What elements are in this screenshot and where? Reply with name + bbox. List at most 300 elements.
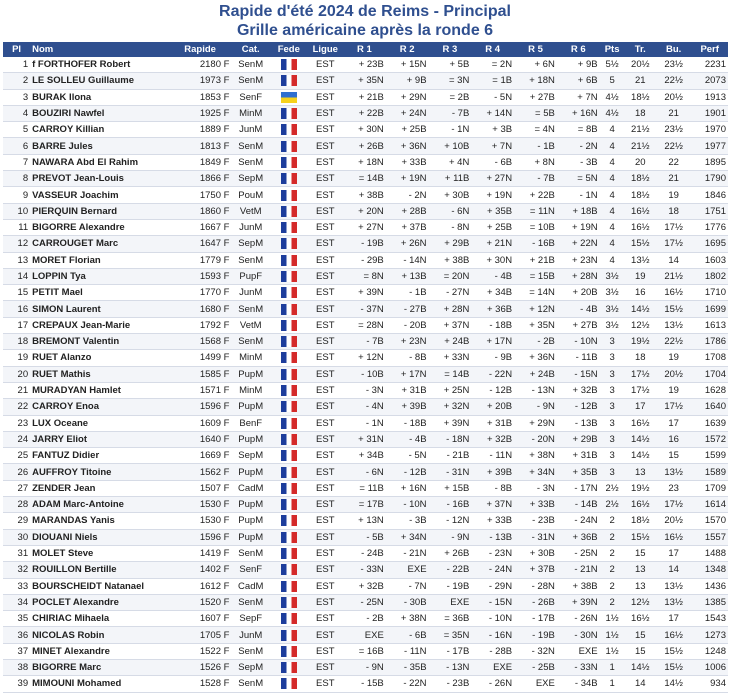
league-cell: EST bbox=[308, 627, 343, 643]
player-name: NICOLAS Robin bbox=[30, 627, 169, 643]
round-6-cell: - 10N bbox=[557, 334, 600, 350]
round-3-cell: + 25N bbox=[429, 382, 472, 398]
points-cell: 2 bbox=[600, 562, 625, 578]
round-1-cell: + 39N bbox=[343, 285, 386, 301]
header-category: Cat. bbox=[231, 42, 270, 57]
rank-cell: 13 bbox=[3, 252, 30, 268]
league-cell: EST bbox=[308, 415, 343, 431]
rating-cell: 1499 F bbox=[169, 350, 232, 366]
federation-flag bbox=[270, 73, 308, 89]
round-1-cell: - 10B bbox=[343, 366, 386, 382]
grid-subtitle: Grille américaine après la ronde 6 bbox=[236, 22, 494, 39]
player-name: CHIRIAC Mihaela bbox=[30, 611, 169, 627]
federation-flag bbox=[270, 676, 308, 692]
rating-cell: 1526 F bbox=[169, 659, 232, 675]
category-cell: BenF bbox=[231, 415, 270, 431]
points-cell: 2 bbox=[600, 578, 625, 594]
tr-cell: 14½ bbox=[625, 659, 656, 675]
category-cell: SenM bbox=[231, 545, 270, 561]
round-1-cell: - 37N bbox=[343, 301, 386, 317]
france-flag-icon bbox=[281, 483, 297, 494]
round-1-cell: - 2B bbox=[343, 611, 386, 627]
rank-cell: 37 bbox=[3, 643, 30, 659]
player-name: DIOUANI Niels bbox=[30, 529, 169, 545]
round-3-cell: + 26B bbox=[429, 545, 472, 561]
round-6-cell: - 30N bbox=[557, 627, 600, 643]
player-name: PETIT Mael bbox=[30, 285, 169, 301]
france-flag-icon bbox=[281, 499, 297, 510]
france-flag-icon bbox=[281, 336, 297, 347]
league-cell: EST bbox=[308, 399, 343, 415]
round-4-cell: - 4B bbox=[471, 268, 514, 284]
bu-cell: 17½ bbox=[656, 399, 691, 415]
round-1-cell: + 12N bbox=[343, 350, 386, 366]
rating-cell: 1669 F bbox=[169, 448, 232, 464]
round-6-cell: + 6B bbox=[557, 73, 600, 89]
france-flag-icon bbox=[281, 59, 297, 70]
bu-cell: 13½ bbox=[656, 317, 691, 333]
round-4-cell: - 15N bbox=[471, 594, 514, 610]
league-cell: EST bbox=[308, 73, 343, 89]
rating-cell: 1530 F bbox=[169, 513, 232, 529]
round-3-cell: EXE bbox=[429, 594, 472, 610]
player-name: RUET Alanzo bbox=[30, 350, 169, 366]
round-3-cell: - 12N bbox=[429, 513, 472, 529]
france-flag-icon bbox=[281, 369, 297, 380]
round-2-cell: + 39B bbox=[386, 399, 429, 415]
tr-cell: 18½ bbox=[625, 187, 656, 203]
league-cell: EST bbox=[308, 464, 343, 480]
league-cell: EST bbox=[308, 236, 343, 252]
round-5-cell: - 2B bbox=[514, 334, 557, 350]
bu-cell: 23 bbox=[656, 480, 691, 496]
category-cell: SepF bbox=[231, 611, 270, 627]
table-row bbox=[3, 301, 728, 317]
player-name: CARROY Killian bbox=[30, 122, 169, 138]
header-round-6: R 6 bbox=[557, 42, 600, 57]
rating-cell: 1770 F bbox=[169, 285, 232, 301]
league-cell: EST bbox=[308, 334, 343, 350]
round-1-cell: + 30N bbox=[343, 122, 386, 138]
round-4-cell: + 32B bbox=[471, 431, 514, 447]
round-4-cell: + 27N bbox=[471, 171, 514, 187]
category-cell: PupM bbox=[231, 399, 270, 415]
tr-cell: 15½ bbox=[625, 529, 656, 545]
player-name: MINET Alexandre bbox=[30, 643, 169, 659]
header-federation: Fede bbox=[270, 42, 308, 57]
round-5-cell: + 35N bbox=[514, 317, 557, 333]
federation-flag bbox=[270, 285, 308, 301]
rank-cell: 1 bbox=[3, 57, 30, 73]
france-flag-icon bbox=[281, 467, 297, 478]
perf-cell: 1603 bbox=[691, 252, 728, 268]
category-cell: PupM bbox=[231, 464, 270, 480]
ukraine-flag-icon bbox=[281, 92, 297, 103]
round-5-cell: + 21B bbox=[514, 252, 557, 268]
france-flag-icon bbox=[281, 271, 297, 282]
category-cell: VetM bbox=[231, 317, 270, 333]
round-4-cell: + 14N bbox=[471, 105, 514, 121]
rating-cell: 1528 F bbox=[169, 676, 232, 692]
france-flag-icon bbox=[281, 646, 297, 657]
round-3-cell: - 19B bbox=[429, 578, 472, 594]
round-2-cell: + 19N bbox=[386, 171, 429, 187]
category-cell: SenM bbox=[231, 154, 270, 170]
federation-flag bbox=[270, 545, 308, 561]
points-cell: 3½ bbox=[600, 317, 625, 333]
player-name: f FORTHOFER Robert bbox=[30, 57, 169, 73]
tr-cell: 15½ bbox=[625, 236, 656, 252]
round-2-cell: - 18B bbox=[386, 415, 429, 431]
round-4-cell: - 12B bbox=[471, 382, 514, 398]
round-6-cell: + 22N bbox=[557, 236, 600, 252]
round-5-cell: + 27B bbox=[514, 89, 557, 105]
perf-cell: 1436 bbox=[691, 578, 728, 594]
round-4-cell: + 21N bbox=[471, 236, 514, 252]
round-3-cell: - 8N bbox=[429, 219, 472, 235]
round-1-cell: = 11B bbox=[343, 480, 386, 496]
round-2-cell: + 23N bbox=[386, 334, 429, 350]
federation-flag bbox=[270, 431, 308, 447]
league-cell: EST bbox=[308, 285, 343, 301]
round-2-cell: + 29N bbox=[386, 89, 429, 105]
federation-flag bbox=[270, 480, 308, 496]
perf-cell: 934 bbox=[691, 676, 728, 692]
rating-cell: 1680 F bbox=[169, 301, 232, 317]
rank-cell: 3 bbox=[3, 89, 30, 105]
federation-flag bbox=[270, 529, 308, 545]
table-row bbox=[3, 594, 728, 610]
category-cell: SenM bbox=[231, 138, 270, 154]
round-1-cell: + 21B bbox=[343, 89, 386, 105]
points-cell: 4 bbox=[600, 138, 625, 154]
round-3-cell: - 16B bbox=[429, 497, 472, 513]
category-cell: PupM bbox=[231, 529, 270, 545]
rank-cell: 25 bbox=[3, 448, 30, 464]
round-2-cell: + 38N bbox=[386, 611, 429, 627]
round-6-cell: + 20B bbox=[557, 285, 600, 301]
category-cell: MinM bbox=[231, 105, 270, 121]
header-rank: Pl bbox=[3, 42, 30, 57]
rank-cell: 20 bbox=[3, 366, 30, 382]
league-cell: EST bbox=[308, 545, 343, 561]
bu-cell: 22½ bbox=[656, 138, 691, 154]
perf-cell: 1786 bbox=[691, 334, 728, 350]
round-5-cell: + 29N bbox=[514, 415, 557, 431]
round-5-cell: + 8N bbox=[514, 154, 557, 170]
round-5-cell: + 24B bbox=[514, 366, 557, 382]
federation-flag bbox=[270, 203, 308, 219]
round-6-cell: + 27B bbox=[557, 317, 600, 333]
league-cell: EST bbox=[308, 171, 343, 187]
perf-cell: 1709 bbox=[691, 480, 728, 496]
round-6-cell: + 28N bbox=[557, 268, 600, 284]
rank-cell: 24 bbox=[3, 431, 30, 447]
points-cell: 3 bbox=[600, 448, 625, 464]
tr-cell: 18½ bbox=[625, 89, 656, 105]
round-2-cell: - 1B bbox=[386, 285, 429, 301]
bu-cell: 18 bbox=[656, 203, 691, 219]
player-name: NAWARA Abd El Rahim bbox=[30, 154, 169, 170]
league-cell: EST bbox=[308, 154, 343, 170]
bu-cell: 16½ bbox=[656, 529, 691, 545]
rating-cell: 1792 F bbox=[169, 317, 232, 333]
round-5-cell: + 38N bbox=[514, 448, 557, 464]
round-3-cell: + 4N bbox=[429, 154, 472, 170]
player-name: LUX Oceane bbox=[30, 415, 169, 431]
category-cell: SepM bbox=[231, 448, 270, 464]
france-flag-icon bbox=[281, 124, 297, 135]
bu-cell: 22 bbox=[656, 154, 691, 170]
round-5-cell: - 1B bbox=[514, 138, 557, 154]
league-cell: EST bbox=[308, 187, 343, 203]
round-5-cell: - 16B bbox=[514, 236, 557, 252]
league-cell: EST bbox=[308, 138, 343, 154]
tr-cell: 17 bbox=[625, 399, 656, 415]
header-round-3: R 3 bbox=[429, 42, 472, 57]
round-4-cell: + 33B bbox=[471, 513, 514, 529]
tr-cell: 19½ bbox=[625, 334, 656, 350]
player-name: VASSEUR Joachim bbox=[30, 187, 169, 203]
tr-cell: 12½ bbox=[625, 317, 656, 333]
france-flag-icon bbox=[281, 450, 297, 461]
perf-cell: 2073 bbox=[691, 73, 728, 89]
round-3-cell: = 14B bbox=[429, 366, 472, 382]
player-name: CREPAUX Jean-Marie bbox=[30, 317, 169, 333]
round-3-cell: - 1N bbox=[429, 122, 472, 138]
round-2-cell: - 12B bbox=[386, 464, 429, 480]
perf-cell: 1570 bbox=[691, 513, 728, 529]
round-4-cell: + 35B bbox=[471, 203, 514, 219]
category-cell: SenM bbox=[231, 643, 270, 659]
round-4-cell: - 11N bbox=[471, 448, 514, 464]
points-cell: 4 bbox=[600, 252, 625, 268]
round-5-cell: + 37B bbox=[514, 562, 557, 578]
tr-cell: 15 bbox=[625, 643, 656, 659]
round-5-cell: = 11N bbox=[514, 203, 557, 219]
france-flag-icon bbox=[281, 352, 297, 363]
rank-cell: 17 bbox=[3, 317, 30, 333]
round-2-cell: - 3B bbox=[386, 513, 429, 529]
round-6-cell: = 5N bbox=[557, 171, 600, 187]
points-cell: 4 bbox=[600, 122, 625, 138]
table-row bbox=[3, 382, 728, 398]
round-4-cell: - 9B bbox=[471, 350, 514, 366]
round-1-cell: - 19B bbox=[343, 236, 386, 252]
category-cell: CadM bbox=[231, 480, 270, 496]
france-flag-icon bbox=[281, 157, 297, 168]
points-cell: 3½ bbox=[600, 268, 625, 284]
round-6-cell: - 15N bbox=[557, 366, 600, 382]
round-4-cell: - 22N bbox=[471, 366, 514, 382]
federation-flag bbox=[270, 57, 308, 73]
player-name: JARRY Eliot bbox=[30, 431, 169, 447]
bu-cell: 15½ bbox=[656, 643, 691, 659]
table-row bbox=[3, 431, 728, 447]
table-row bbox=[3, 464, 728, 480]
rank-cell: 34 bbox=[3, 594, 30, 610]
round-5-cell: = 15B bbox=[514, 268, 557, 284]
category-cell: SenM bbox=[231, 334, 270, 350]
round-5-cell: + 36N bbox=[514, 350, 557, 366]
perf-cell: 1776 bbox=[691, 219, 728, 235]
tr-cell: 13 bbox=[625, 464, 656, 480]
round-1-cell: - 3N bbox=[343, 382, 386, 398]
rating-cell: 1973 F bbox=[169, 73, 232, 89]
category-cell: SenF bbox=[231, 89, 270, 105]
header-name: Nom bbox=[30, 42, 169, 57]
rank-cell: 21 bbox=[3, 382, 30, 398]
round-6-cell: EXE bbox=[557, 643, 600, 659]
points-cell: 1½ bbox=[600, 611, 625, 627]
round-6-cell: - 26N bbox=[557, 611, 600, 627]
points-cell: 1½ bbox=[600, 627, 625, 643]
rank-cell: 19 bbox=[3, 350, 30, 366]
round-2-cell: + 24N bbox=[386, 105, 429, 121]
table-row bbox=[3, 562, 728, 578]
round-1-cell: = 14B bbox=[343, 171, 386, 187]
header-points: Pts bbox=[600, 42, 625, 57]
round-5-cell: - 25B bbox=[514, 659, 557, 675]
round-1-cell: + 13N bbox=[343, 513, 386, 529]
rating-cell: 1607 F bbox=[169, 611, 232, 627]
league-cell: EST bbox=[308, 431, 343, 447]
round-2-cell: + 31B bbox=[386, 382, 429, 398]
table-row bbox=[3, 105, 728, 121]
table-row bbox=[3, 138, 728, 154]
perf-cell: 1639 bbox=[691, 415, 728, 431]
round-4-cell: - 16N bbox=[471, 627, 514, 643]
france-flag-icon bbox=[281, 75, 297, 86]
round-2-cell: - 22N bbox=[386, 676, 429, 692]
bu-cell: 17 bbox=[656, 545, 691, 561]
round-5-cell: = 5B bbox=[514, 105, 557, 121]
table-row bbox=[3, 73, 728, 89]
category-cell: SenF bbox=[231, 562, 270, 578]
player-name: MIMOUNI Mohamed bbox=[30, 676, 169, 692]
points-cell: 2½ bbox=[600, 480, 625, 496]
player-name: CARROUGET Marc bbox=[30, 236, 169, 252]
perf-cell: 1628 bbox=[691, 382, 728, 398]
tr-cell: 18½ bbox=[625, 171, 656, 187]
round-5-cell: + 33B bbox=[514, 497, 557, 513]
round-4-cell: EXE bbox=[471, 659, 514, 675]
points-cell: 4 bbox=[600, 187, 625, 203]
category-cell: SenM bbox=[231, 73, 270, 89]
league-cell: EST bbox=[308, 480, 343, 496]
table-row bbox=[3, 203, 728, 219]
perf-cell: 1348 bbox=[691, 562, 728, 578]
table-row bbox=[3, 89, 728, 105]
table-row bbox=[3, 350, 728, 366]
round-1-cell: + 22B bbox=[343, 105, 386, 121]
round-5-cell: - 28N bbox=[514, 578, 557, 594]
rank-cell: 35 bbox=[3, 611, 30, 627]
player-name: BOURSCHEIDT Natanael bbox=[30, 578, 169, 594]
category-cell: PupF bbox=[231, 268, 270, 284]
bu-cell: 14 bbox=[656, 252, 691, 268]
points-cell: 4 bbox=[600, 171, 625, 187]
league-cell: EST bbox=[308, 89, 343, 105]
player-name: BIGORRE Alexandre bbox=[30, 219, 169, 235]
perf-cell: 1248 bbox=[691, 643, 728, 659]
round-2-cell: - 14N bbox=[386, 252, 429, 268]
perf-cell: 1790 bbox=[691, 171, 728, 187]
round-6-cell: - 25N bbox=[557, 545, 600, 561]
federation-flag bbox=[270, 513, 308, 529]
player-name: SIMON Laurent bbox=[30, 301, 169, 317]
perf-cell: 1704 bbox=[691, 366, 728, 382]
rank-cell: 31 bbox=[3, 545, 30, 561]
table-row bbox=[3, 448, 728, 464]
tr-cell: 15 bbox=[625, 545, 656, 561]
rating-cell: 1522 F bbox=[169, 643, 232, 659]
round-1-cell: + 34B bbox=[343, 448, 386, 464]
france-flag-icon bbox=[281, 613, 297, 624]
round-4-cell: + 31B bbox=[471, 415, 514, 431]
perf-cell: 1846 bbox=[691, 187, 728, 203]
federation-flag bbox=[270, 171, 308, 187]
points-cell: 1½ bbox=[600, 643, 625, 659]
round-5-cell: + 12N bbox=[514, 301, 557, 317]
player-name: ZENDER Jean bbox=[30, 480, 169, 496]
round-4-cell: + 30N bbox=[471, 252, 514, 268]
federation-flag bbox=[270, 236, 308, 252]
table-row bbox=[3, 236, 728, 252]
points-cell: 3½ bbox=[600, 301, 625, 317]
table-row bbox=[3, 497, 728, 513]
league-cell: EST bbox=[308, 578, 343, 594]
table-row bbox=[3, 659, 728, 675]
tr-cell: 21½ bbox=[625, 122, 656, 138]
round-2-cell: EXE bbox=[386, 562, 429, 578]
bu-cell: 23½ bbox=[656, 57, 691, 73]
league-cell: EST bbox=[308, 594, 343, 610]
header-round-5: R 5 bbox=[514, 42, 557, 57]
table-row bbox=[3, 366, 728, 382]
player-name: MURADYAN Hamlet bbox=[30, 382, 169, 398]
round-1-cell: = 8N bbox=[343, 268, 386, 284]
category-cell: PupM bbox=[231, 431, 270, 447]
player-name: AUFFROY Titoine bbox=[30, 464, 169, 480]
header-performance: Perf bbox=[691, 42, 728, 57]
league-cell: EST bbox=[308, 611, 343, 627]
rank-cell: 11 bbox=[3, 219, 30, 235]
round-4-cell: = 1B bbox=[471, 73, 514, 89]
bu-cell: 23½ bbox=[656, 122, 691, 138]
round-5-cell: - 26B bbox=[514, 594, 557, 610]
round-6-cell: - 17N bbox=[557, 480, 600, 496]
round-5-cell: = 4N bbox=[514, 122, 557, 138]
tr-cell: 16½ bbox=[625, 415, 656, 431]
round-4-cell: - 18B bbox=[471, 317, 514, 333]
header-round-4: R 4 bbox=[471, 42, 514, 57]
round-2-cell: - 27B bbox=[386, 301, 429, 317]
round-5-cell: - 9N bbox=[514, 399, 557, 415]
points-cell: 4 bbox=[600, 203, 625, 219]
tr-cell: 13 bbox=[625, 562, 656, 578]
rating-cell: 1585 F bbox=[169, 366, 232, 382]
points-cell: 1 bbox=[600, 676, 625, 692]
round-6-cell: + 16N bbox=[557, 105, 600, 121]
league-cell: EST bbox=[308, 366, 343, 382]
rank-cell: 33 bbox=[3, 578, 30, 594]
bu-cell: 22½ bbox=[656, 73, 691, 89]
round-5-cell: - 19B bbox=[514, 627, 557, 643]
perf-cell: 1572 bbox=[691, 431, 728, 447]
tr-cell: 21½ bbox=[625, 138, 656, 154]
rating-cell: 1889 F bbox=[169, 122, 232, 138]
